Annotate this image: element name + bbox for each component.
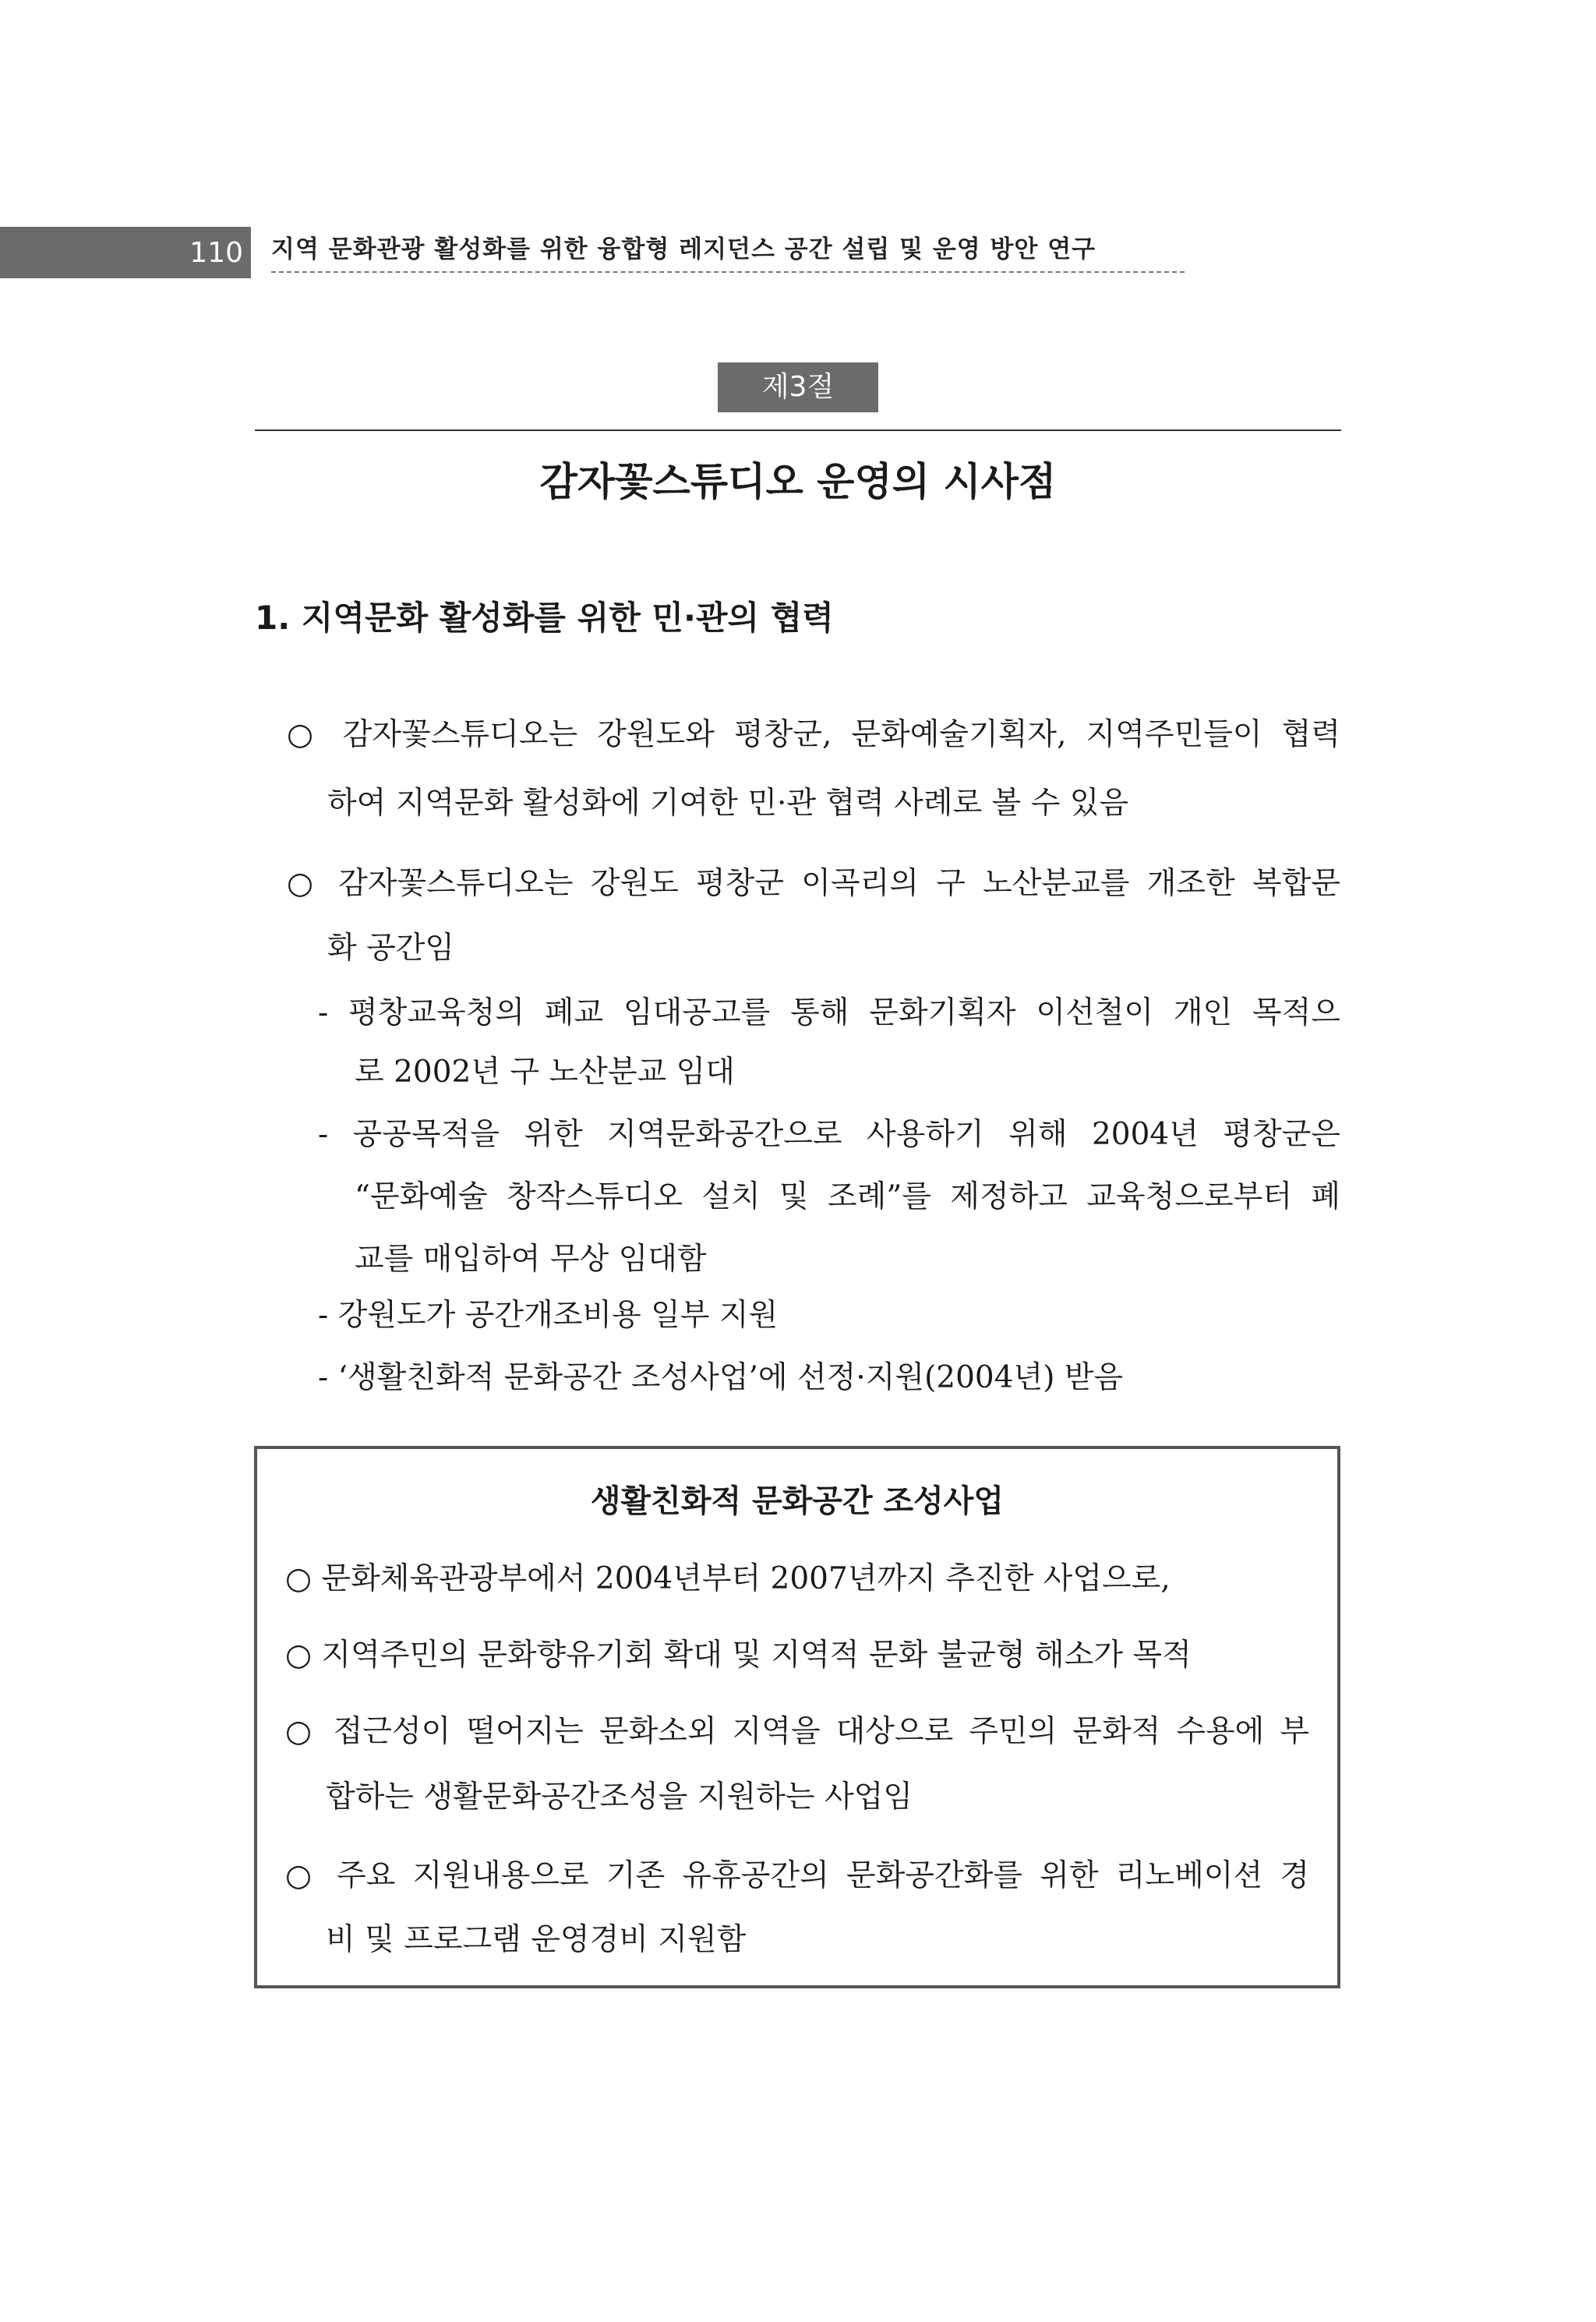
dash-line: - 평창교육청의 폐교 임대공고를 통해 문화기획자 이선철이 개인 목적으 <box>318 995 1340 1030</box>
dash-line: - 강원도가 공간개조비용 일부 지원 <box>318 1298 779 1333</box>
section-title: 감자꽃스튜디오 운영의 시사점 <box>539 459 1057 504</box>
section-badge: 제3절 <box>718 362 878 412</box>
info-box-bullet-line: ○ 지역주민의 문화향유기회 확대 및 지역적 문화 불균형 해소가 목적 <box>285 1638 1192 1673</box>
info-box-title: 생활친화적 문화공간 조성사업 <box>590 1483 1005 1519</box>
info-box-bullet-line: ○ 주요 지원내용으로 기존 유휴공간의 문화공간화를 위한 리노베이션 경 <box>285 1858 1309 1893</box>
dash-continuation-line: “문화예술 창작스튜디오 설치 및 조례”를 제정하고 교육청으로부터 폐 <box>355 1179 1340 1214</box>
bullet-continuation-line: 하여 지역문화 활성화에 기여한 민·관 협력 사례로 볼 수 있음 <box>327 786 1129 821</box>
running-title-rule <box>271 271 1185 273</box>
running-title: 지역 문화관광 활성화를 위한 융합형 레지던스 공간 설립 및 운영 방안 연구 <box>271 235 1096 263</box>
info-box-bullet-line: ○ 문화체육관광부에서 2004년부터 2007년까지 추진한 사업으로, <box>285 1561 1171 1596</box>
dash-continuation-line: 로 2002년 구 노산분교 임대 <box>355 1055 735 1090</box>
bullet-continuation-line: 화 공간임 <box>327 931 455 966</box>
info-box-continuation-line: 비 및 프로그램 운영경비 지원함 <box>326 1922 747 1957</box>
info-box-bullet-line: ○ 접근성이 떨어지는 문화소외 지역을 대상으로 주민의 문화적 수용에 부 <box>285 1714 1309 1749</box>
dash-continuation-line: 교를 매입하여 무상 임대함 <box>355 1242 707 1277</box>
dash-line: - 공공목적을 위한 지역문화공간으로 사용하기 위해 2004년 평창군은 <box>318 1117 1340 1152</box>
dash-line: - ‘생활친화적 문화공간 조성사업’에 선정·지원(2004년) 받음 <box>318 1360 1124 1395</box>
bullet-line: ○ 감자꽃스튜디오는 강원도와 평창군, 문화예술기획자, 지역주민들이 협력 <box>287 717 1340 752</box>
section-rule <box>255 429 1341 431</box>
bullet-line: ○ 감자꽃스튜디오는 강원도 평창군 이곡리의 구 노산분교를 개조한 복합문 <box>287 866 1340 901</box>
page-number: 110 <box>189 237 243 269</box>
info-box-continuation-line: 합하는 생활문화공간조성을 지원하는 사업임 <box>326 1779 913 1815</box>
subsection-heading: 1. 지역문화 활성화를 위한 민·관의 협력 <box>255 599 834 637</box>
